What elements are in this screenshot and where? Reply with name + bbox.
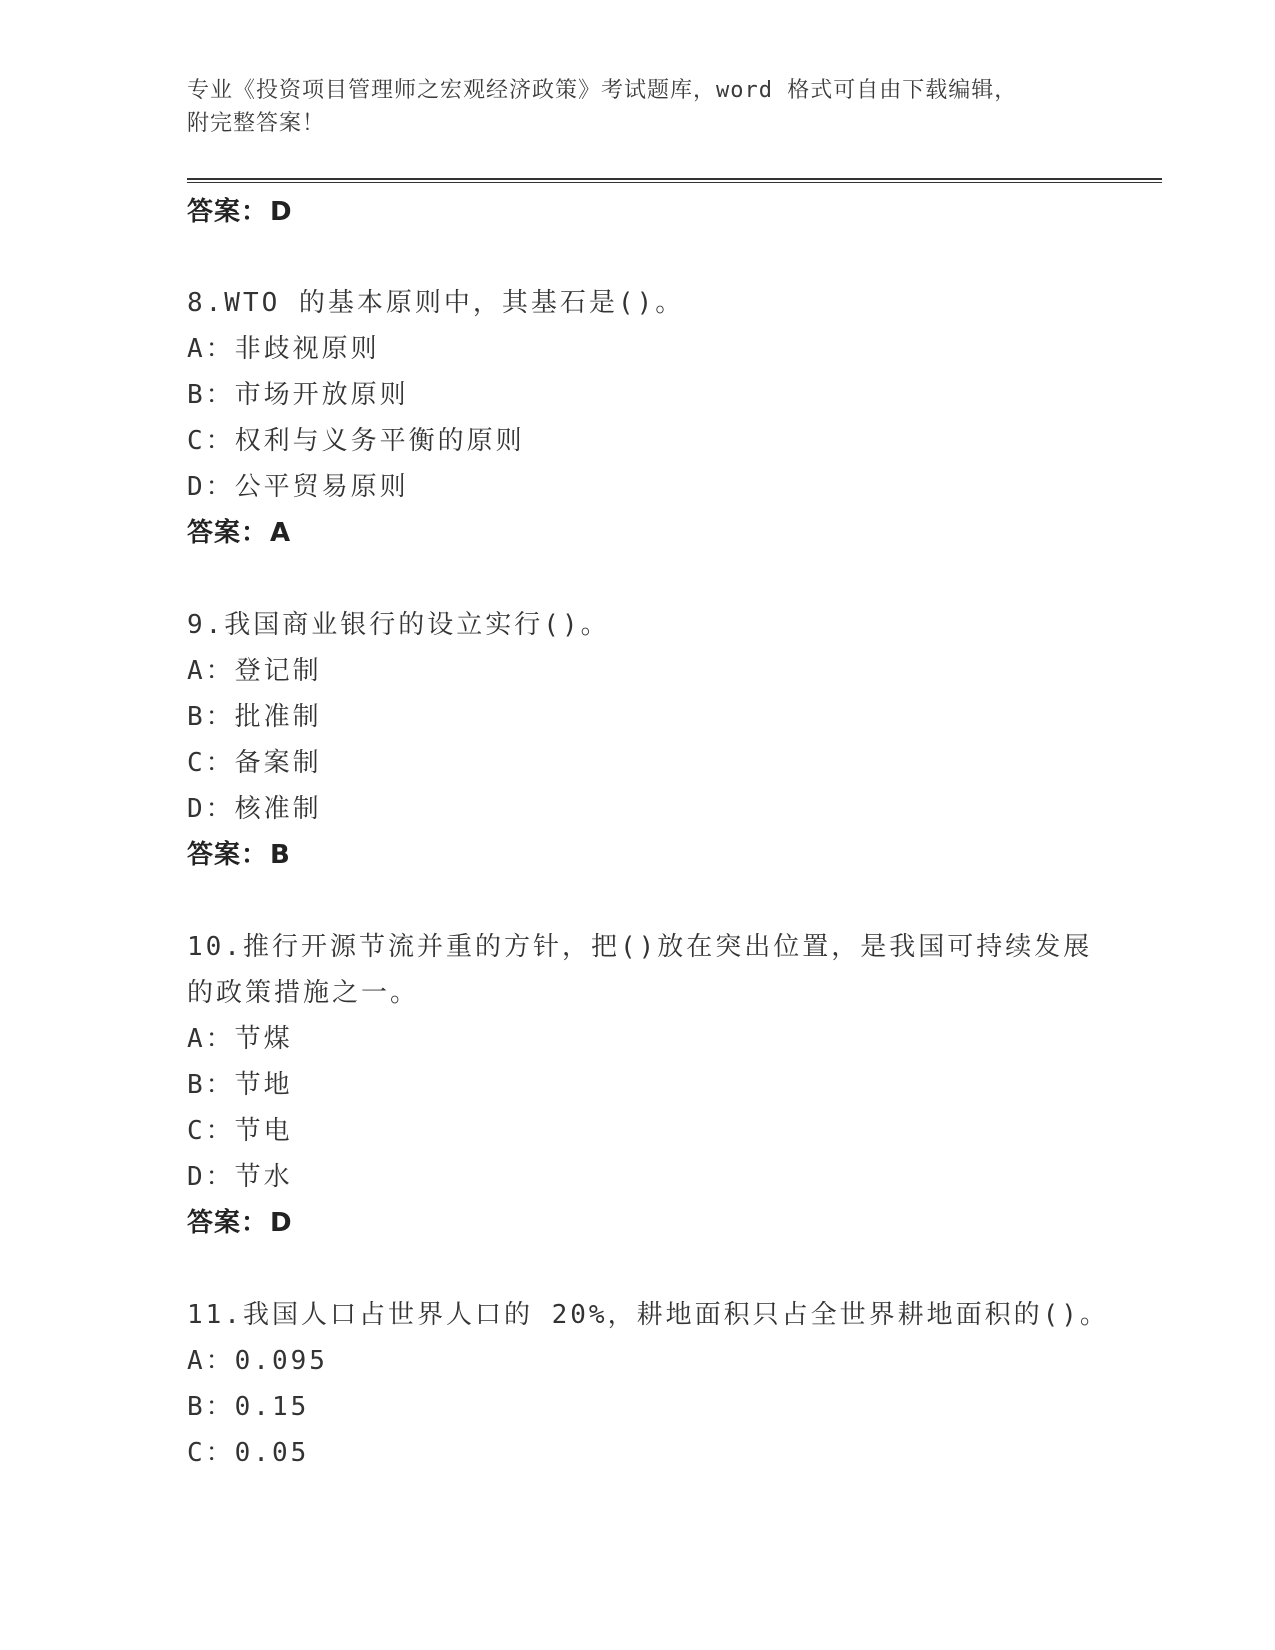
option-b: B：0.15 xyxy=(187,1392,310,1422)
option-d: D：核准制 xyxy=(187,794,322,824)
answer-line xyxy=(187,1200,1162,1246)
option-a: A：登记制 xyxy=(187,656,322,686)
answer-line xyxy=(187,510,1162,556)
answer-value: D xyxy=(270,1208,293,1238)
header-divider xyxy=(187,178,1162,183)
header-line-1: 专业《投资项目管理师之宏观经济政策》考试题库，word 格式可自由下载编辑， xyxy=(187,78,1018,103)
answer-label: 答案： xyxy=(187,518,269,548)
answer-line xyxy=(187,189,293,235)
option-c: C：权利与义务平衡的原则 xyxy=(187,426,525,456)
question-stem: 9.我国商业银行的设立实行()。 xyxy=(187,610,610,640)
option-a: A：非歧视原则 xyxy=(187,334,380,364)
answer-line xyxy=(187,832,1162,878)
option-c: C：节电 xyxy=(187,1116,293,1146)
question-item xyxy=(187,602,1162,878)
option-b: B：市场开放原则 xyxy=(187,380,409,410)
option-c: C：备案制 xyxy=(187,748,322,778)
question-stem-line-2: 的政策措施之一。 xyxy=(187,978,420,1008)
option-d: D：节水 xyxy=(187,1162,293,1192)
document-header xyxy=(187,74,1087,140)
option-c: C：0.05 xyxy=(187,1438,310,1468)
question-item xyxy=(187,280,1162,556)
question-stem: 11.我国人口占世界人口的 20%，耕地面积只占全世界耕地面积的()。 xyxy=(187,1300,1109,1330)
option-a: A：0.095 xyxy=(187,1346,328,1376)
question-item xyxy=(187,924,1162,1246)
answer-label: 答案： xyxy=(187,1208,269,1238)
option-d: D：公平贸易原则 xyxy=(187,472,409,502)
answer-label: 答案： xyxy=(187,840,269,870)
document-page xyxy=(187,0,1162,1650)
answer-value: A xyxy=(270,518,292,548)
answer-value: B xyxy=(270,840,291,870)
question-item xyxy=(187,1292,1162,1476)
option-a: A：节煤 xyxy=(187,1024,293,1054)
answer-value: D xyxy=(270,197,293,227)
answer-label: 答案： xyxy=(187,197,269,227)
option-b: B：批准制 xyxy=(187,702,322,732)
question-stem-line-1: 10.推行开源节流并重的方针，把()放在突出位置，是我国可持续发展 xyxy=(187,932,1093,962)
header-line-2: 附完整答案！ xyxy=(187,111,326,136)
question-stem: 8.WTO 的基本原则中，其基石是()。 xyxy=(187,288,685,318)
option-b: B：节地 xyxy=(187,1070,293,1100)
question-list xyxy=(187,280,1162,1522)
